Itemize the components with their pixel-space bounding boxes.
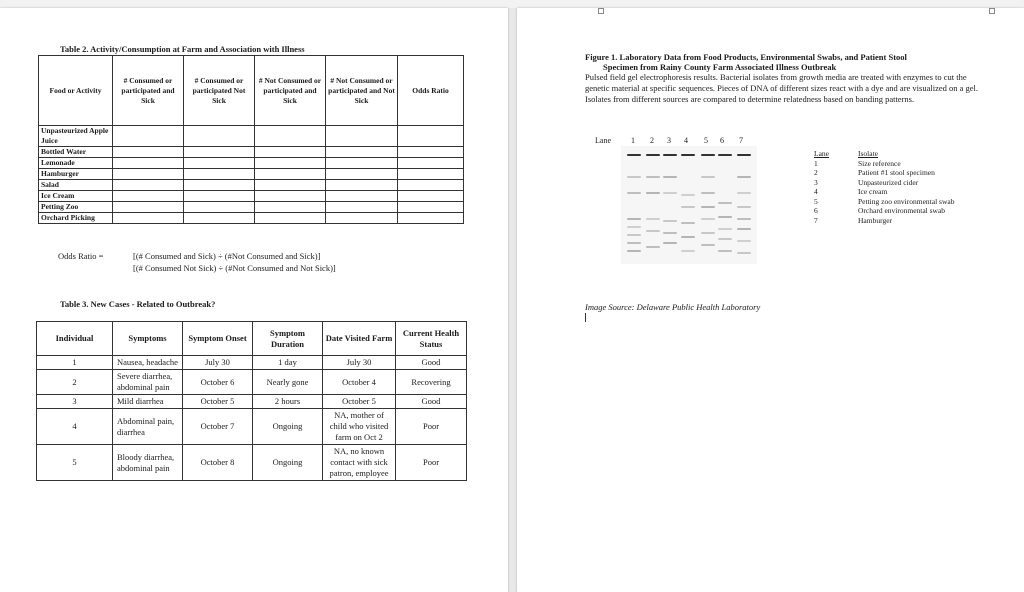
table2-empty-cell[interactable] [184,158,255,169]
gel-band [701,206,715,208]
gel-band [663,232,677,234]
table2-empty-cell[interactable] [398,126,464,147]
table2-empty-cell[interactable] [255,126,326,147]
table2-empty-cell[interactable] [255,191,326,202]
table2-header: # Consumed or participated and Sick [113,56,184,126]
gel-band [718,250,732,252]
table2-activity-cell: Hamburger [39,169,113,180]
legend-lane-number: 7 [814,215,818,225]
table2-activity-cell: Petting Zoo [39,202,113,213]
table3-cell-duration: Ongoing [253,409,323,445]
table2-activity-cell: Ice Cream [39,191,113,202]
resize-handle[interactable] [598,8,604,14]
gel-band [718,216,732,218]
gel-band [681,236,695,238]
gel-band [663,176,677,178]
table3-cell-visited: July 30 [323,356,396,370]
table3-new-cases [36,321,467,481]
table2-title: Table 2. Activity/Consumption at Farm and Association with Illness [60,44,305,54]
gel-band [646,192,660,194]
table3-row [37,370,467,395]
gel-band [701,244,715,246]
gel-band [646,246,660,248]
table3-header: Current Health Status [396,322,467,356]
gel-band [627,226,641,228]
table2-row [39,169,464,180]
gel-lane-number: 3 [667,136,671,145]
table3-cell-duration: 1 day [253,356,323,370]
table2-empty-cell[interactable] [255,147,326,158]
gel-band [663,154,677,156]
gel-band [627,218,641,220]
table2-empty-cell[interactable] [184,147,255,158]
table3-header: Individual [37,322,113,356]
table3-cell-individual: 5 [37,445,113,481]
table3-cell-duration: 2 hours [253,395,323,409]
odds-ratio-denominator: [(# Consumed Not Sick) ÷ (#Not Consumed and Not Sick)] [133,263,336,273]
gel-band [701,192,715,194]
gel-band [646,176,660,178]
gel-band [718,154,732,156]
table2-empty-cell[interactable] [326,202,398,213]
gel-electrophoresis-image [621,146,757,264]
gel-band [627,192,641,194]
gel-band [663,242,677,244]
table2-empty-cell[interactable] [184,126,255,147]
table2-empty-cell[interactable] [184,169,255,180]
document-page-left [0,8,508,592]
gel-lane-number: 4 [684,136,688,145]
legend-lane-number: 1 [814,158,818,168]
table2-header: # Not Consumed or participated and Sick [255,56,326,126]
table2-empty-cell[interactable] [398,147,464,158]
table3-cell-individual: 1 [37,356,113,370]
table3-title: Table 3. New Cases - Related to Outbreak? [60,299,216,309]
gel-band [718,228,732,230]
table3-cell-individual: 4 [37,409,113,445]
table3-cell-visited: NA, no known contact with sick patron, employee [323,445,396,481]
table2-empty-cell[interactable] [326,169,398,180]
table3-cell-individual: 2 [37,370,113,395]
gel-lane-number: 5 [704,136,708,145]
table2-empty-cell[interactable] [398,213,464,224]
table2-empty-cell[interactable] [113,191,184,202]
table2-activity [38,55,464,224]
document-page-right [517,8,1024,592]
odds-ratio-numerator: [(# Consumed and Sick) ÷ (#Not Consumed and Sick)] [133,251,321,261]
table2-row [39,180,464,191]
table2-empty-cell[interactable] [255,169,326,180]
table3-cell-visited: NA, mother of child who visited farm on Oct 2 [323,409,396,445]
table3-cell-onset: October 5 [183,395,253,409]
table2-header: # Consumed or participated Not Sick [184,56,255,126]
table2-empty-cell[interactable] [184,202,255,213]
gel-band [737,228,751,230]
gel-band [646,218,660,220]
table3-cell-status: Poor [396,409,467,445]
gel-band [627,242,641,244]
legend-isolate-name: Orchard environmental swab [858,206,946,215]
table2-row [39,202,464,213]
table2-row [39,147,464,158]
legend-isolate-name: Hamburger [858,215,893,225]
legend-isolate-name: Petting zoo environmental swab [858,196,955,206]
gel-band [718,238,732,240]
table2-row [39,158,464,169]
figure1-title-line1: Figure 1. Laboratory Data from Food Products, Environmental Swabs, and Patient Stool [585,52,907,62]
table2-empty-cell[interactable] [326,158,398,169]
gel-lane-number: 7 [739,136,743,145]
image-source-caption: Image Source: Delaware Public Health Laboratory [585,302,761,312]
gel-band [627,234,641,236]
table3-cell-onset: October 7 [183,409,253,445]
gel-band [737,206,751,208]
table3-header: Date Visited Farm [323,322,396,356]
table2-activity-cell: Salad [39,180,113,191]
legend-lane-number: 5 [814,196,818,206]
table2-activity-cell: Unpasteurized Apple Juice [39,126,113,147]
figure1-title [585,52,985,72]
table2-empty-cell[interactable] [113,158,184,169]
legend-header-isolate: Isolate [858,149,878,158]
resize-handle[interactable] [989,8,995,14]
gel-band [681,154,695,156]
legend-lane-number: 3 [814,177,818,187]
gel-band [681,206,695,208]
legend-isolate-name: Patient #1 stool specimen [858,168,935,177]
table2-row [39,191,464,202]
legend-header-lane: Lane [814,149,829,158]
table2-empty-cell[interactable] [184,191,255,202]
table2-empty-cell[interactable] [398,169,464,180]
figure1-description: Pulsed field gel electrophoresis results. Bacterial isolates from growth media are treated with enzymes to cut the genetic material at specific sequences. Pieces of DNA of different sizes react with a dye and are visualized on a gel. Isolates from different sources are compared to determine relatedness based on banding patterns. [585,72,979,104]
gel-band [627,250,641,252]
legend-isolate-name: Size reference [858,158,901,168]
gel-band [663,192,677,194]
gel-band [681,194,695,196]
gel-lane-label: Lane [595,136,611,145]
table3-cell-visited: October 5 [323,395,396,409]
gel-band [663,220,677,222]
table2-empty-cell[interactable] [113,169,184,180]
table3-cell-onset: July 30 [183,356,253,370]
table2-header: Odds Ratio [398,56,464,126]
table2-empty-cell[interactable] [113,147,184,158]
table2-empty-cell[interactable] [398,191,464,202]
gel-band [701,218,715,220]
table2-empty-cell[interactable] [255,213,326,224]
table3-cell-symptoms: Mild diarrhea [113,395,183,409]
table3-row [37,445,467,481]
odds-ratio-label: Odds Ratio = [58,251,104,261]
table3-cell-duration: Ongoing [253,445,323,481]
table2-activity-cell: Bottled Water [39,147,113,158]
document-top-bar [0,0,1024,8]
table2-header: # Not Consumed or participated and Not Sick [326,56,398,126]
table3-cell-status: Poor [396,445,467,481]
legend-lane-number: 2 [814,168,818,177]
table2-empty-cell[interactable] [398,180,464,191]
table2-empty-cell[interactable] [113,126,184,147]
gel-band [646,154,660,156]
table3-cell-symptoms: Abdominal pain, diarrhea [113,409,183,445]
gel-band [701,154,715,156]
table2-empty-cell[interactable] [326,213,398,224]
table3-row [37,395,467,409]
gel-lane-number: 1 [631,136,635,145]
gel-band [681,250,695,252]
gel-band [627,176,641,178]
table3-cell-individual: 3 [37,395,113,409]
table3-cell-symptoms: Bloody diarrhea, abdominal pain [113,445,183,481]
table3-cell-status: Recovering [396,370,467,395]
legend-isolate-name: Ice cream [858,187,888,196]
table2-empty-cell[interactable] [398,202,464,213]
table2-empty-cell[interactable] [326,180,398,191]
table3-row [37,356,467,370]
gel-band [737,192,751,194]
gel-band [737,154,751,156]
table2-empty-cell[interactable] [113,213,184,224]
table3-cell-onset: October 6 [183,370,253,395]
table3-cell-status: Good [396,395,467,409]
table2-activity-cell: Lemonade [39,158,113,169]
table3-header: Symptoms [113,322,183,356]
gel-band [627,154,641,156]
table3-row [37,409,467,445]
text-cursor [585,313,586,322]
gel-band [718,202,732,204]
gel-band [646,230,660,232]
table3-cell-symptoms: Nausea, headache [113,356,183,370]
table3-cell-status: Good [396,356,467,370]
table3-cell-duration: Nearly gone [253,370,323,395]
legend-lane-number: 6 [814,206,818,215]
legend-lane-number: 4 [814,187,818,196]
table2-empty-cell[interactable] [326,126,398,147]
table3-cell-visited: October 4 [323,370,396,395]
table2-empty-cell[interactable] [184,213,255,224]
legend-isolate-name: Unpasteurized cider [858,177,919,187]
table2-empty-cell[interactable] [113,180,184,191]
gel-band [681,222,695,224]
gel-band [701,176,715,178]
table2-empty-cell[interactable] [255,180,326,191]
gel-band [737,176,751,178]
gel-band [737,218,751,220]
gel-lane-number: 2 [650,136,654,145]
table3-cell-onset: October 8 [183,445,253,481]
table3-header: Symptom Duration [253,322,323,356]
table3-cell-symptoms: Severe diarrhea, abdominal pain [113,370,183,395]
table2-row [39,213,464,224]
figure1-title-line2: Specimen from Rainy County Farm Associated Illness Outbreak [603,62,837,72]
table2-empty-cell[interactable] [326,191,398,202]
gel-band [701,232,715,234]
table2-empty-cell[interactable] [184,180,255,191]
table2-empty-cell[interactable] [255,158,326,169]
table3-header: Symptom Onset [183,322,253,356]
table2-row [39,126,464,147]
gel-band [737,240,751,242]
table2-empty-cell[interactable] [113,202,184,213]
table2-empty-cell[interactable] [326,147,398,158]
table2-activity-cell: Orchard Picking [39,213,113,224]
gel-band [737,252,751,254]
gel-lane-number: 6 [720,136,724,145]
table2-empty-cell[interactable] [255,202,326,213]
table2-header: Food or Activity [39,56,113,126]
table2-empty-cell[interactable] [398,158,464,169]
